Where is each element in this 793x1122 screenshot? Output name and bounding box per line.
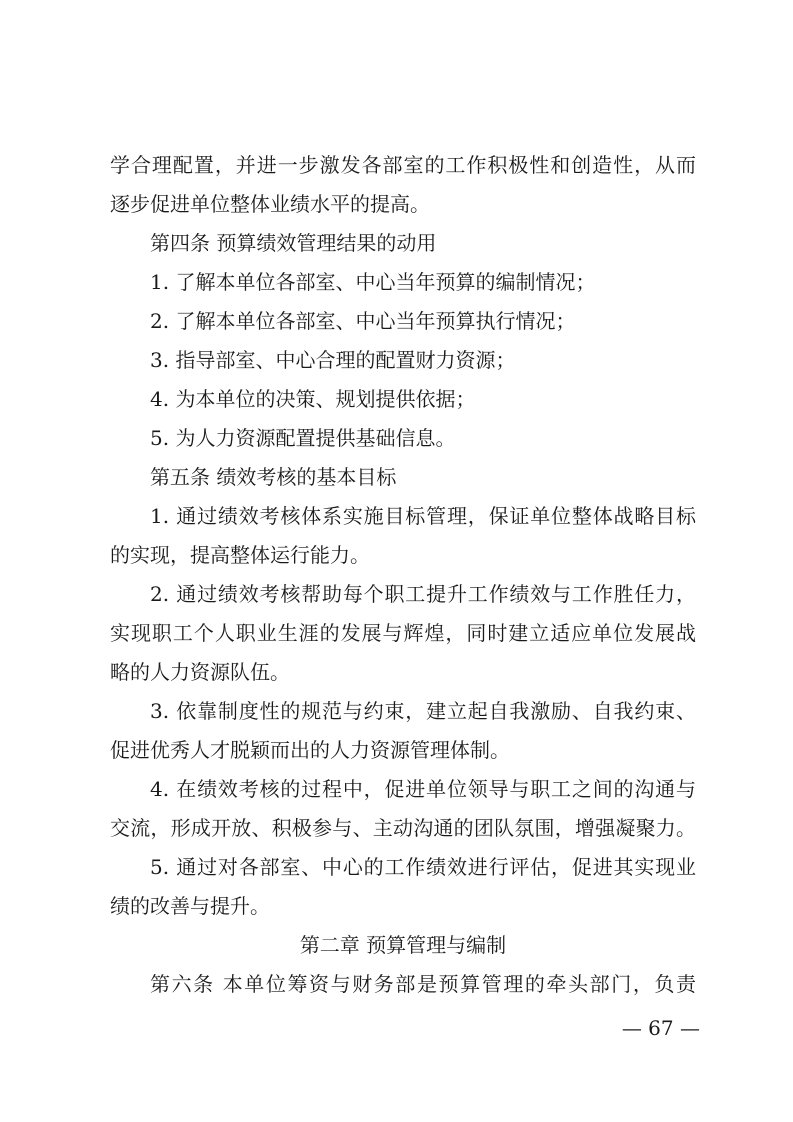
paragraph-line: 实现职工个人职业生涯的发展与辉煌，同时建立适应单位发展战 [110, 621, 696, 645]
paragraph-line: 逐步促进单位整体业绩水平的提高。 [110, 192, 430, 216]
list-item: 3. 依靠制度性的规范与约束，建立起自我激励、自我约束、 [150, 699, 696, 723]
list-item: 4. 在绩效考核的过程中，促进单位领导与职工之间的沟通与 [150, 777, 696, 801]
article-heading: 第五条 绩效考核的基本目标 [150, 465, 397, 489]
list-item: 1. 了解本单位各部室、中心当年预算的编制情况； [150, 270, 596, 294]
list-item: 2. 通过绩效考核帮助每个职工提升工作绩效与工作胜任力， [150, 582, 696, 606]
article-heading: 第四条 预算绩效管理结果的动用 [150, 231, 437, 255]
page-number: — 67 — [621, 1016, 700, 1040]
list-item: 4. 为本单位的决策、规划提供依据； [150, 387, 476, 411]
article-heading: 第六条 本单位筹资与财务部是预算管理的牵头部门，负责 [150, 972, 696, 996]
list-item: 5. 为人力资源配置提供基础信息。 [150, 426, 456, 450]
paragraph-line: 的实现，提高整体运行能力。 [110, 543, 370, 567]
list-item: 2. 了解本单位各部室、中心当年预算执行情况； [150, 309, 576, 333]
paragraph-line: 略的人力资源队伍。 [110, 660, 290, 684]
list-item: 3. 指导部室、中心合理的配置财力资源； [150, 348, 516, 372]
list-item: 1. 通过绩效考核体系实施目标管理，保证单位整体战略目标 [150, 504, 696, 528]
list-item: 5. 通过对各部室、中心的工作绩效进行评估，促进其实现业 [150, 855, 696, 879]
paragraph-line: 交流，形成开放、积极参与、主动沟通的团队氛围，增强凝聚力。 [110, 816, 696, 840]
paragraph-line: 绩的改善与提升。 [110, 894, 270, 918]
body-text [110, 146, 696, 1004]
paragraph-line: 促进优秀人才脱颖而出的人力资源管理体制。 [110, 738, 510, 762]
paragraph-line: 学合理配置，并进一步激发各部室的工作积极性和创造性，从而 [110, 153, 696, 177]
chapter-heading: 第二章 预算管理与编制 [299, 933, 507, 957]
